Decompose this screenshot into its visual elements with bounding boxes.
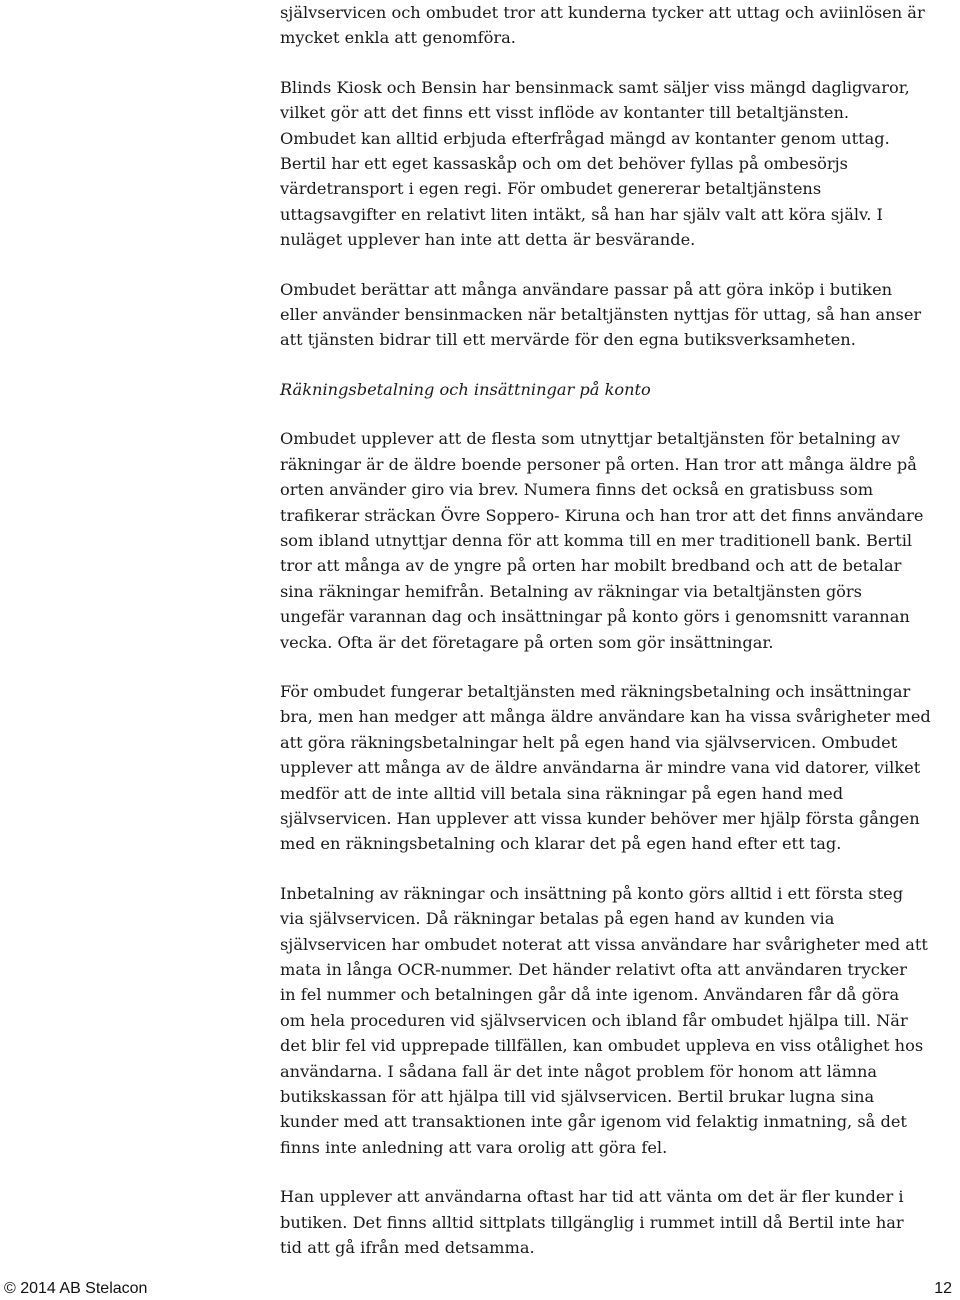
- text-line: För ombudet fungerar betaltjänsten med räkningsbetalning och insättningar: [280, 681, 911, 701]
- text-line: om hela proceduren vid självservicen och ibland får ombudet hjälpa till. När: [280, 1010, 908, 1030]
- text-line: det blir fel vid upprepade tillfällen, kan ombudet uppleva en viss otålighet hos: [280, 1036, 924, 1056]
- text-line: Inbetalning av räkningar och insättning på konto görs alltid i ett första steg: [280, 883, 904, 903]
- text-line: användarna. I sådana fall är det inte något problem för honom att lämna: [280, 1061, 878, 1081]
- text-line: bra, men han medger att många äldre användare kan ha vissa svårigheter med: [280, 707, 931, 727]
- text-line: sina räkningar hemifrån. Betalning av räkningar via betaltjänsten görs: [280, 581, 862, 601]
- text-line: trafikerar sträckan Övre Soppero- Kiruna och han tror att det finns användare: [280, 505, 924, 525]
- text-line: finns inte anledning att vara orolig att göra fel.: [280, 1137, 668, 1157]
- section-heading: Räkningsbetalning och insättningar på konto: [280, 379, 651, 399]
- text-line: mata in långa OCR-nummer. Det händer relativt ofta att användaren trycker: [280, 960, 907, 979]
- text-line: ungefär varannan dag och insättningar på konto görs i genomsnitt varannan: [280, 607, 910, 627]
- paragraph: [280, 0, 956, 51]
- text-line: Han upplever att användarna oftast har tid att vänta om det är fler kunder i: [280, 1187, 904, 1207]
- text-line: kunder med att transaktionen inte går igenom vid felaktig inmatning, så det: [280, 1112, 907, 1132]
- text-line: in fel nummer och betalningen går då inte igenom. Användaren får då göra: [280, 985, 900, 1005]
- page-footer: [0, 1280, 960, 1300]
- document-body: [280, 0, 956, 1260]
- text-line: mycket enkla att genomföra.: [280, 28, 516, 48]
- text-line: självservicen och ombudet tror att kunderna tycker att uttag och aviinlösen är: [280, 3, 925, 22]
- text-line: att tjänsten bidrar till ett mervärde för den egna butiksverksamheten.: [280, 330, 856, 350]
- text-line: tid att gå ifrån med detsamma.: [280, 1238, 535, 1258]
- text-line: via självservicen. Då räkningar betalas på egen hand av kunden via: [280, 909, 835, 929]
- paragraph: [280, 75, 956, 253]
- text-line: uttagsavgifter en relativt liten intäkt, så han har själv valt att köra själv. I: [280, 204, 883, 224]
- text-line: självservicen. Han upplever att vissa kunder behöver mer hjälp första gången: [280, 808, 920, 828]
- text-line: medför att de inte alltid vill betala sina räkningar på egen hand med: [280, 783, 844, 803]
- paragraph: [280, 679, 956, 857]
- text-line: Bertil har ett eget kassaskåp och om det behöver fyllas på ombesörjs: [280, 154, 848, 174]
- text-line: orten använder giro via brev. Numera finns det också en gratisbuss som: [280, 480, 874, 500]
- text-line: som ibland utnyttjar denna för att komma till en mer traditionell bank. Bertil: [280, 530, 913, 550]
- text-line: med en räkningsbetalning och klarar det på egen hand efter ett tag.: [280, 834, 842, 854]
- text-line: butikskassan för att hjälpa till vid självservicen. Bertil brukar lugna sina: [280, 1087, 875, 1107]
- text-line: Ombudet upplever att de flesta som utnyttjar betaltjänsten för betalning av: [280, 429, 901, 449]
- text-line: nuläget upplever han inte att detta är besvärande.: [280, 230, 696, 250]
- paragraph: [280, 277, 956, 353]
- text-line: eller använder bensinmacken när betaltjänsten nyttjas för uttag, så han anser: [280, 305, 922, 325]
- text-line: vilket gör att det finns ett visst inflöde av kontanter till betaltjänsten.: [280, 103, 850, 123]
- text-line: butiken. Det finns alltid sittplats tillgänglig i rummet intill då Bertil inte har: [280, 1212, 904, 1232]
- text-line: självservicen har ombudet noterat att vissa användare har svårigheter med att: [280, 934, 928, 954]
- paragraph: [280, 426, 956, 655]
- text-line: vecka. Ofta är det företagare på orten som gör insättningar.: [280, 632, 774, 652]
- text-line: upplever att många av de äldre användarna är mindre vana vid datorer, vilket: [280, 758, 921, 778]
- text-line: värdetransport i egen regi. För ombudet genererar betaltjänstens: [280, 179, 822, 199]
- text-line: Blinds Kiosk och Bensin har bensinmack samt säljer viss mängd dagligvaror,: [280, 77, 910, 97]
- text-line: Ombudet berättar att många användare passar på att göra inköp i butiken: [280, 279, 893, 299]
- text-line: tror att många av de yngre på orten har mobilt bredband och att de betalar: [280, 556, 902, 576]
- paragraph: [280, 881, 956, 1160]
- paragraph: [280, 1184, 956, 1260]
- page-number: 12: [934, 1280, 952, 1297]
- text-line: Ombudet kan alltid erbjuda efterfrågad mängd av kontanter genom uttag.: [280, 128, 890, 148]
- text-line: att göra räkningsbetalningar helt på egen hand via självservicen. Ombudet: [280, 732, 898, 752]
- text-line: räkningar är de äldre boende personer på orten. Han tror att många äldre på: [280, 454, 917, 474]
- copyright-notice: © 2014 AB Stelacon: [4, 1280, 148, 1297]
